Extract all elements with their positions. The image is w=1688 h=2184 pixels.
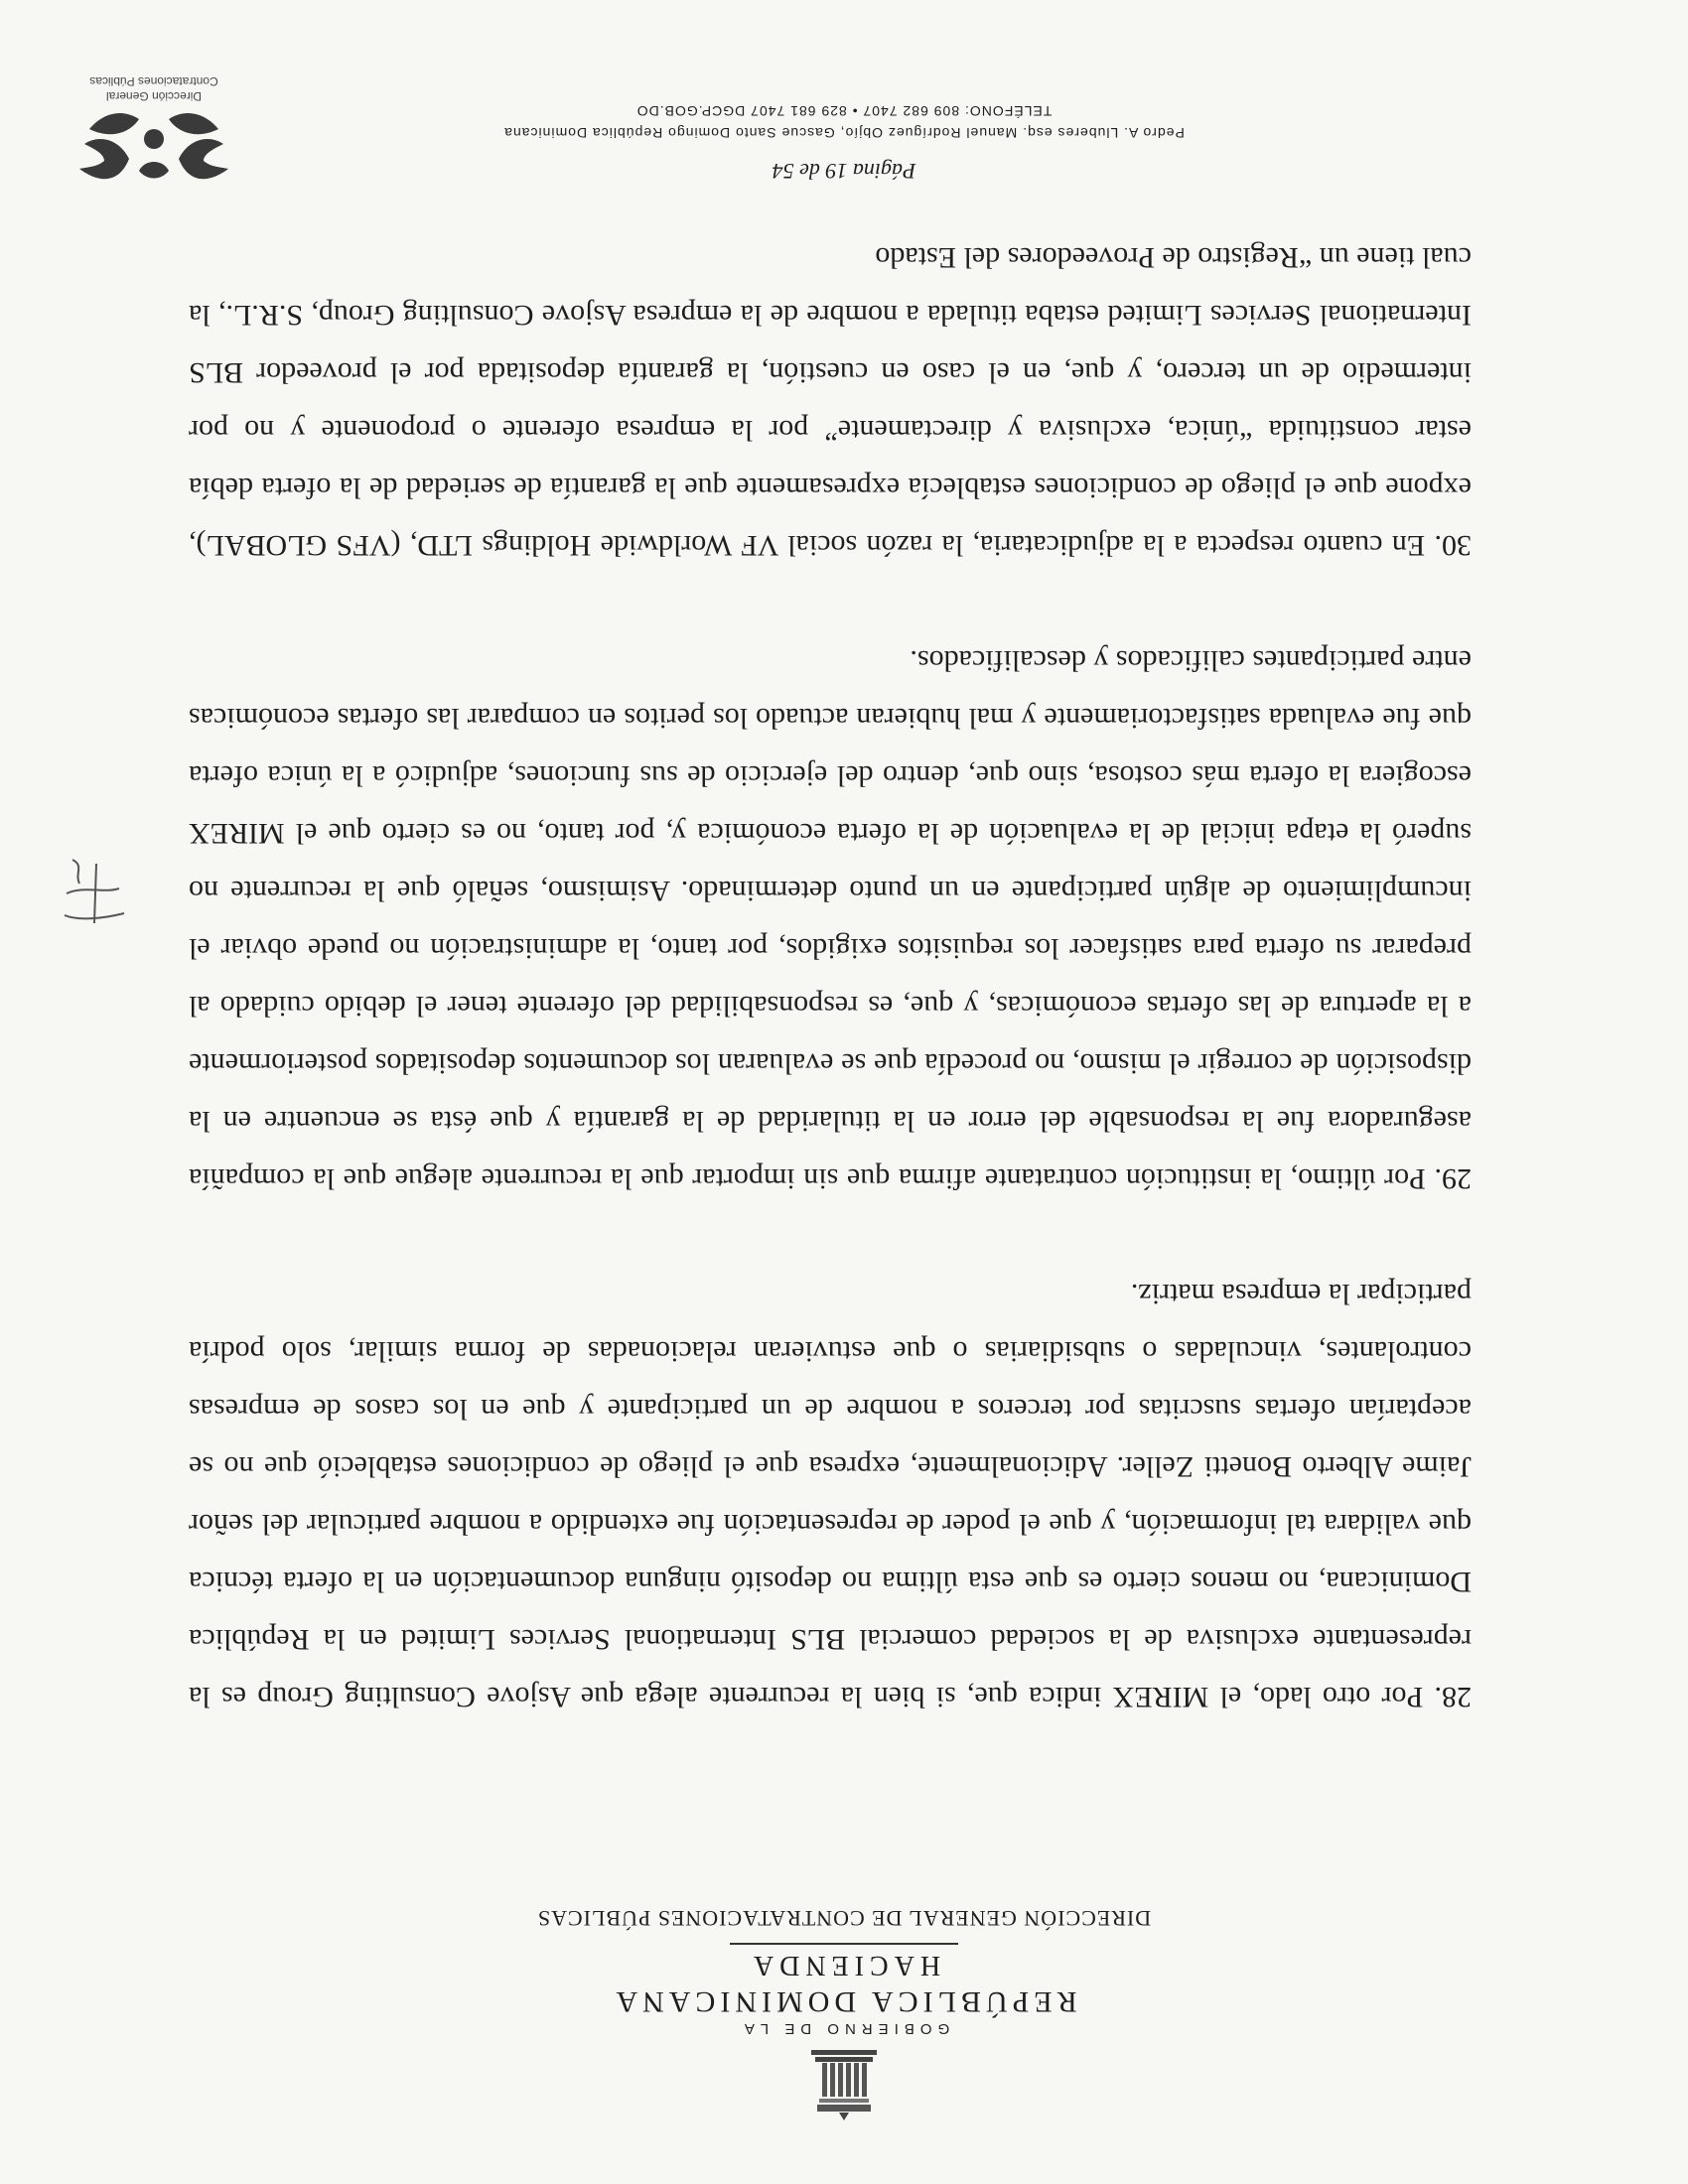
dgcp-logo-icon [60, 103, 248, 189]
dgcp-caption-line2: Contrataciones Públicas [89, 74, 218, 88]
country-name: REPÚBLICA DOMINICANA [611, 1985, 1077, 2018]
paragraph-29: 29. Por último, la institución contratante afirma que sin importar que la recurrente alegue que la compañía aseguradora fue la responsable del error en la titularidad de la garantía y que ésta se encuentre en la disposición de corregir el mismo, no procedía que se evaluaran los documentos depositados posteriormente a la apertura de las ofertas económicas, y que, es responsabilidad del oferente tener el debido cuidado al preparar su oferta para satisfacer los requisitos exigidos, por tanto, la administración no puede obviar el incumplimiento de algún participante en un punto determinado. Asimismo, señaló que la recurrente no superó la etapa inicial de la evaluación de la oferta económica y, por tanto, no es cierto que el MIREX escogiera la oferta más costosa, sino que, dentro del ejercicio de sus funciones, adjudicó a la única oferta que fue evaluada satisfactoriamente y mal hubieran actuado los peritos en comparar las ofertas económicas entre participantes calificados y descalificados. [189, 644, 1472, 1195]
footer-contact: TELÉFONO: 809 682 7407 • 829 681 7407 DGCP.GOB.DO [635, 103, 1053, 119]
header-divider [730, 1943, 958, 1945]
footer [0, 103, 1688, 141]
letterhead [0, 1905, 1688, 2124]
page-number: Página 19 de 54 [772, 159, 916, 184]
dgcp-logo-caption [60, 73, 248, 103]
paragraph-30: 30. En cuanto respecta a la adjudicataria, la razón social VF Worldwide Holdings LTD, (VFS GLOBAL), expone que el pliego de condiciones establecía expresamente que la garantía de seriedad de la oferta debía estar constituida “única, exclusiva y directamente” por la empresa oferente o proponente y no por intermedio de un tercero, y que, en el caso en cuestión, la garantía depositada por el proveedor BLS International Services Limited estaba titulada a nombre de la empresa Asjove Consulting Group, S.R.L., la cual tiene un “Registro de Proveedores del Estado [189, 241, 1472, 562]
dgcp-logo [60, 73, 248, 189]
government-label: GOBIERNO DE LA [738, 2020, 950, 2037]
handwritten-initials [55, 854, 134, 933]
government-seal-icon [799, 2045, 889, 2124]
ministry-name: HACIENDA [747, 1950, 941, 1980]
footer-address: Pedro A. Lluberes esq. Manuel Rodríguez Objío, Gascue Santo Domingo República Dominicana [503, 125, 1185, 141]
paragraph-28: 28. Por otro lado, el MIREX indica que, si bien la recurrente alega que Asjove Consulting Group es la representante exclusiva de la sociedad comercial BLS International Services Limited en la República Dominicana, no menos cierto es que esta última no depositó ninguna documentación en la oferta técnica que validara tal información, y que el poder de representación fue extendido a nombre particular del señor Jaime Alberto Bonetti Zeller. Adicionalmente, expresa que el pliego de condiciones estableció que no se aceptarían ofertas suscritas por terceros a nombre de un participante y que en los casos de empresas controlantes, vinculadas o subsidiarias o que estuvieran relacionadas de forma similar, solo podría participar la empresa matriz. [189, 1278, 1472, 1713]
dgcp-caption-line1: Dirección General [105, 89, 203, 103]
directorate-name: DIRECCIÓN GENERAL DE CONTRATACIONES PÚBLICAS [536, 1906, 1152, 1931]
document-body [189, 228, 1472, 1725]
